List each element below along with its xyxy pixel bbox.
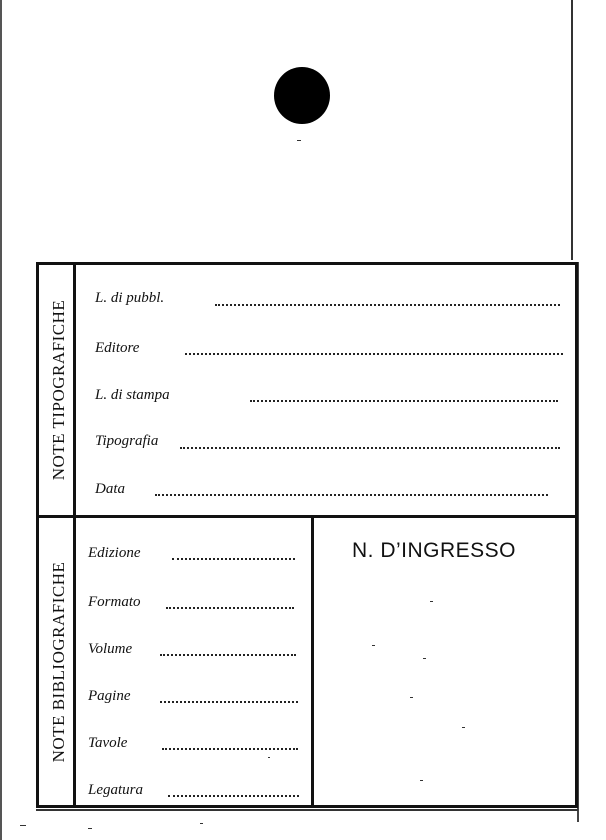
field-luogo-stampa: L. di stampa: [95, 387, 170, 403]
field-formato: Formato: [88, 594, 141, 610]
ingresso-divider: [311, 517, 314, 806]
scan-speck: [20, 825, 26, 826]
fill-line-editore: [185, 353, 563, 355]
field-edizione: Edizione: [88, 545, 141, 561]
page-right-edge: [571, 0, 573, 260]
fill-line-tavole: [162, 748, 298, 750]
scan-speck: [268, 757, 270, 758]
section-divider: [36, 515, 578, 518]
fill-line-luogo-stampa: [250, 400, 558, 402]
scan-speck: [410, 697, 413, 698]
note-tipografiche-label: NOTE TIPOGRAFICHE: [49, 299, 68, 481]
scan-speck: [420, 780, 423, 781]
field-legatura: Legatura: [88, 782, 144, 798]
note-bibliografiche-label: NOTE BIBLIOGRAFICHE: [49, 561, 68, 763]
fill-line-volume: [160, 654, 296, 656]
field-tipografia: Tipografia: [95, 433, 159, 449]
scan-speck: [423, 658, 426, 659]
fill-line-luogo-pubblicazione: [215, 304, 560, 306]
scan-speck: [372, 645, 375, 646]
field-pagine: Pagine: [88, 688, 131, 704]
fill-line-formato: [166, 607, 294, 609]
scan-speck: [88, 828, 92, 829]
punch-hole: [274, 67, 330, 124]
field-tavole: Tavole: [88, 735, 128, 751]
field-data: Data: [95, 481, 125, 497]
scan-speck: [462, 727, 465, 728]
numero-ingresso-label: N. D’INGRESSO: [352, 539, 517, 562]
scan-speck: [430, 601, 433, 602]
page-left-edge: [0, 0, 2, 840]
fill-line-data: [155, 494, 548, 496]
fill-line-legatura: [168, 795, 299, 797]
label-column-divider: [73, 264, 76, 806]
field-volume: Volume: [88, 641, 133, 657]
field-editore: Editore: [95, 340, 140, 356]
field-luogo-pubblicazione: L. di pubbl.: [95, 290, 165, 306]
scan-speck: [297, 140, 301, 141]
bottom-rule: [36, 809, 578, 811]
fill-line-edizione: [172, 558, 295, 560]
fill-line-pagine: [160, 701, 298, 703]
fill-line-tipografia: [180, 447, 560, 449]
scan-speck: [200, 823, 203, 824]
